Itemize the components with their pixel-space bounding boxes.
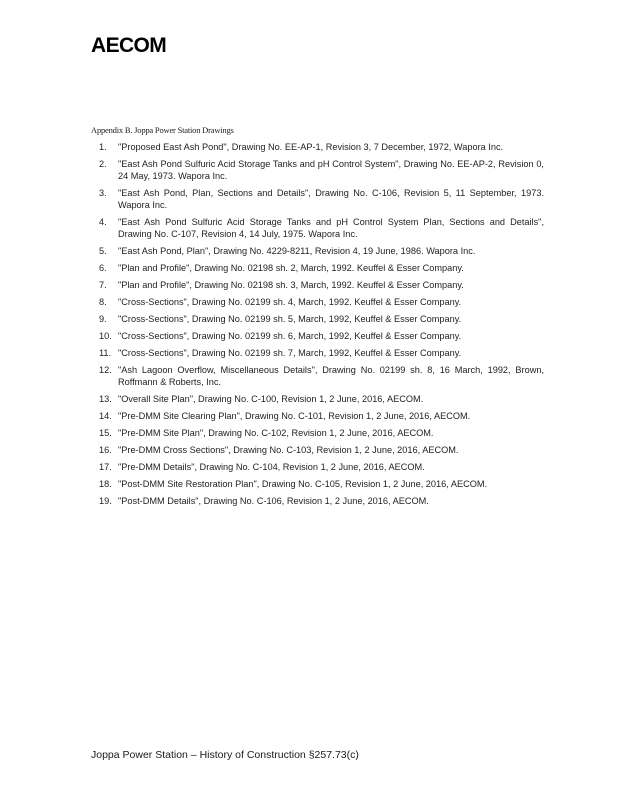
- drawing-description: "East Ash Pond, Plan, Sections and Details", Drawing No. C-106, Revision 5, 11 September, 1973. Wapora Inc.: [118, 188, 544, 210]
- drawing-number-label: 2.: [99, 159, 107, 169]
- drawing-number: [91, 158, 118, 182]
- drawing-number-label: 16.: [99, 445, 112, 455]
- drawing-number: [91, 495, 118, 507]
- drawing-list-item: [91, 216, 544, 240]
- drawing-description: "Proposed East Ash Pond", Drawing No. EE-AP-1, Revision 3, 7 December, 1972, Wapora Inc.: [118, 142, 504, 152]
- drawing-number-label: 1.: [99, 142, 107, 152]
- drawing-list-item: [91, 478, 544, 490]
- drawing-number: [91, 262, 118, 274]
- drawing-description: "Cross-Sections", Drawing No. 02199 sh. 7, March, 1992, Keuffel & Esser Company.: [118, 348, 462, 358]
- drawing-number-label: 11.: [99, 348, 112, 358]
- drawing-description: "Plan and Profile", Drawing No. 02198 sh. 2, March, 1992. Keuffel & Esser Company.: [118, 263, 464, 273]
- drawing-number-label: 8.: [99, 297, 107, 307]
- drawing-list-item: [91, 279, 544, 291]
- drawing-number-label: 12.: [99, 365, 112, 375]
- drawing-number-label: 15.: [99, 428, 112, 438]
- drawing-description: "Post-DMM Site Restoration Plan", Drawing No. C-105, Revision 1, 2 June, 2016, AECOM.: [118, 479, 488, 489]
- drawing-number-label: 4.: [99, 217, 107, 227]
- aecom-logo: AECOM: [91, 34, 167, 57]
- drawing-list-item: [91, 427, 544, 439]
- drawing-description: "Ash Lagoon Overflow, Miscellaneous Details", Drawing No. 02199 sh. 8, 16 March, 1992, Brown, Roffmann & Roberts, Inc.: [118, 365, 544, 387]
- drawing-list-item: [91, 296, 544, 308]
- drawing-number: [91, 141, 118, 153]
- drawing-number-label: 3.: [99, 188, 107, 198]
- drawing-description: "Pre-DMM Site Plan", Drawing No. C-102, Revision 1, 2 June, 2016, AECOM.: [118, 428, 434, 438]
- drawing-list-item: [91, 410, 544, 422]
- drawing-list-item: [91, 444, 544, 456]
- drawing-number: [91, 444, 118, 456]
- drawing-list-item: [91, 347, 544, 359]
- drawing-number-label: 13.: [99, 394, 112, 404]
- drawing-number: [91, 187, 118, 211]
- drawing-description: "Cross-Sections", Drawing No. 02199 sh. 4, March, 1992. Keuffel & Esser Company.: [118, 297, 462, 307]
- drawing-number: [91, 313, 118, 325]
- drawing-number: [91, 478, 118, 490]
- drawing-description: "East Ash Pond, Plan", Drawing No. 4229-8211, Revision 4, 19 June, 1986. Wapora Inc.: [118, 246, 476, 256]
- drawing-description: "Cross-Sections", Drawing No. 02199 sh. 5, March, 1992, Keuffel & Esser Company.: [118, 314, 462, 324]
- drawing-list-item: [91, 158, 544, 182]
- drawing-number-label: 14.: [99, 411, 112, 421]
- drawing-list-item: [91, 364, 544, 388]
- drawing-list-item: [91, 313, 544, 325]
- drawing-number-label: 17.: [99, 462, 112, 472]
- drawing-number: [91, 393, 118, 405]
- drawing-list-item: [91, 461, 544, 473]
- drawing-description: "Pre-DMM Details", Drawing No. C-104, Revision 1, 2 June, 2016, AECOM.: [118, 462, 425, 472]
- drawing-number: [91, 245, 118, 257]
- drawing-number-label: 18.: [99, 479, 112, 489]
- drawing-number-label: 6.: [99, 263, 107, 273]
- drawing-list-item: [91, 495, 544, 507]
- drawing-number-label: 9.: [99, 314, 107, 324]
- drawing-number: [91, 364, 118, 388]
- drawing-description: "East Ash Pond Sulfuric Acid Storage Tanks and pH Control System", Drawing No. EE-AP-2, Revision 0, 24 May, 1973. Wapora Inc.: [118, 159, 544, 181]
- drawing-list-item: [91, 393, 544, 405]
- appendix-title: Appendix B. Joppa Power Station Drawings: [91, 125, 234, 135]
- drawing-list-item: [91, 262, 544, 274]
- drawing-number-label: 7.: [99, 280, 107, 290]
- drawing-number: [91, 279, 118, 291]
- drawing-number: [91, 296, 118, 308]
- drawing-description: "Pre-DMM Site Clearing Plan", Drawing No. C-101, Revision 1, 2 June, 2016, AECOM.: [118, 411, 471, 421]
- drawing-description: "Plan and Profile", Drawing No. 02198 sh. 3, March, 1992. Keuffel & Esser Company.: [118, 280, 464, 290]
- drawing-number: [91, 427, 118, 439]
- drawing-number: [91, 410, 118, 422]
- drawing-number-label: 5.: [99, 246, 107, 256]
- drawing-list-item: [91, 187, 544, 211]
- drawing-number-label: 19.: [99, 496, 112, 506]
- drawing-description: "Overall Site Plan", Drawing No. C-100, Revision 1, 2 June, 2016, AECOM.: [118, 394, 424, 404]
- drawing-description: "East Ash Pond Sulfuric Acid Storage Tanks and pH Control System Plan, Sections and Details", Drawing No. C-107, Revision 4, 14 July, 1975. Wapora Inc.: [118, 217, 544, 239]
- drawing-list: [91, 141, 544, 512]
- drawing-number: [91, 461, 118, 473]
- drawing-description: "Post-DMM Details", Drawing No. C-106, Revision 1, 2 June, 2016, AECOM.: [118, 496, 429, 506]
- drawing-number: [91, 216, 118, 240]
- drawing-number: [91, 347, 118, 359]
- drawing-list-item: [91, 245, 544, 257]
- drawing-description: "Pre-DMM Cross Sections", Drawing No. C-103, Revision 1, 2 June, 2016, AECOM.: [118, 445, 459, 455]
- drawing-number: [91, 330, 118, 342]
- page-footer: Joppa Power Station – History of Construction §257.73(c): [91, 749, 359, 761]
- drawing-list-item: [91, 141, 544, 153]
- drawing-description: "Cross-Sections", Drawing No. 02199 sh. 6, March, 1992, Keuffel & Esser Company.: [118, 331, 462, 341]
- drawing-number-label: 10.: [99, 331, 112, 341]
- drawing-list-item: [91, 330, 544, 342]
